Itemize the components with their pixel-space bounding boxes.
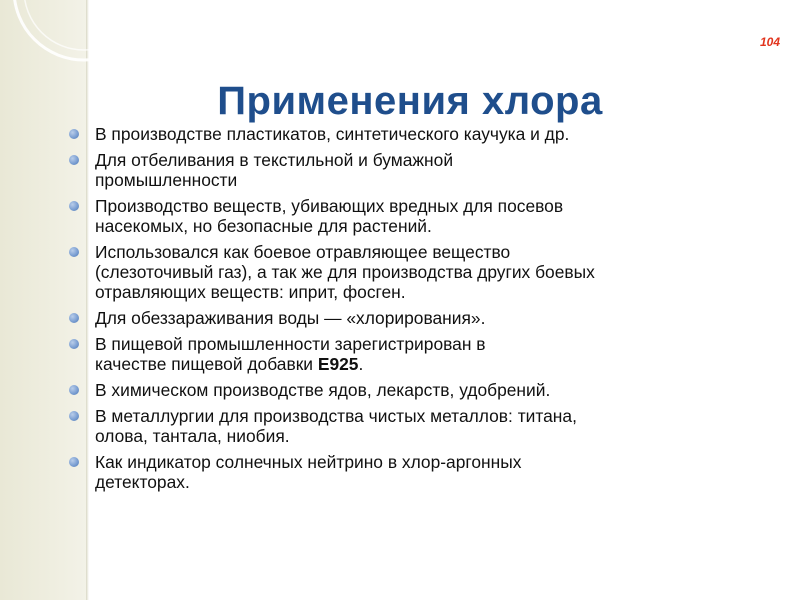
list-item-text: Для обеззараживания воды — «хлорирования».: [95, 308, 486, 328]
bullet-icon: [69, 385, 79, 395]
list-item: [69, 380, 759, 400]
list-item-text: Как индикатор солнечных нейтрино в хлор-аргонных детекторах.: [95, 452, 522, 492]
bullet-icon: [69, 155, 79, 165]
bullet-icon: [69, 247, 79, 257]
bullet-icon: [69, 129, 79, 139]
bullet-icon: [69, 339, 79, 349]
additive-code: E925: [317, 354, 359, 374]
list-item: [69, 124, 759, 144]
bullet-list: [69, 124, 759, 498]
list-item: [69, 196, 759, 236]
list-item: [69, 334, 759, 374]
bullet-icon: [69, 313, 79, 323]
list-item: [69, 308, 759, 328]
bullet-icon: [69, 457, 79, 467]
bullet-icon: [69, 411, 79, 421]
list-item-text: Использовался как боевое отравляющее вещество (слезоточивый газ), а так же для производства других боевых отравляющих веществ: иприт, фосген.: [95, 242, 595, 302]
list-item-text: В химическом производстве ядов, лекарств, удобрений.: [95, 380, 551, 400]
slide-title: Применения хлора: [217, 78, 603, 123]
page-number: 104: [759, 35, 780, 49]
list-item-text: В металлургии для производства чистых металлов: титана, олова, тантала, ниобия.: [95, 406, 577, 446]
list-item: [69, 242, 759, 302]
list-item-text: Для отбеливания в текстильной и бумажной промышленности: [95, 150, 454, 190]
list-item-text: Производство веществ, убивающих вредных для посевов насекомых, но безопасные для растений.: [95, 196, 564, 236]
list-item-text: В производстве пластикатов, синтетического каучука и др.: [95, 124, 570, 144]
bullet-icon: [69, 201, 79, 211]
list-item: [69, 452, 759, 492]
list-item-text: В пищевой промышленности зарегистрирован в качестве пищевой добавки: [95, 334, 486, 374]
list-item: [69, 406, 759, 446]
list-item: [69, 150, 759, 190]
list-item-text-end: .: [358, 354, 364, 374]
